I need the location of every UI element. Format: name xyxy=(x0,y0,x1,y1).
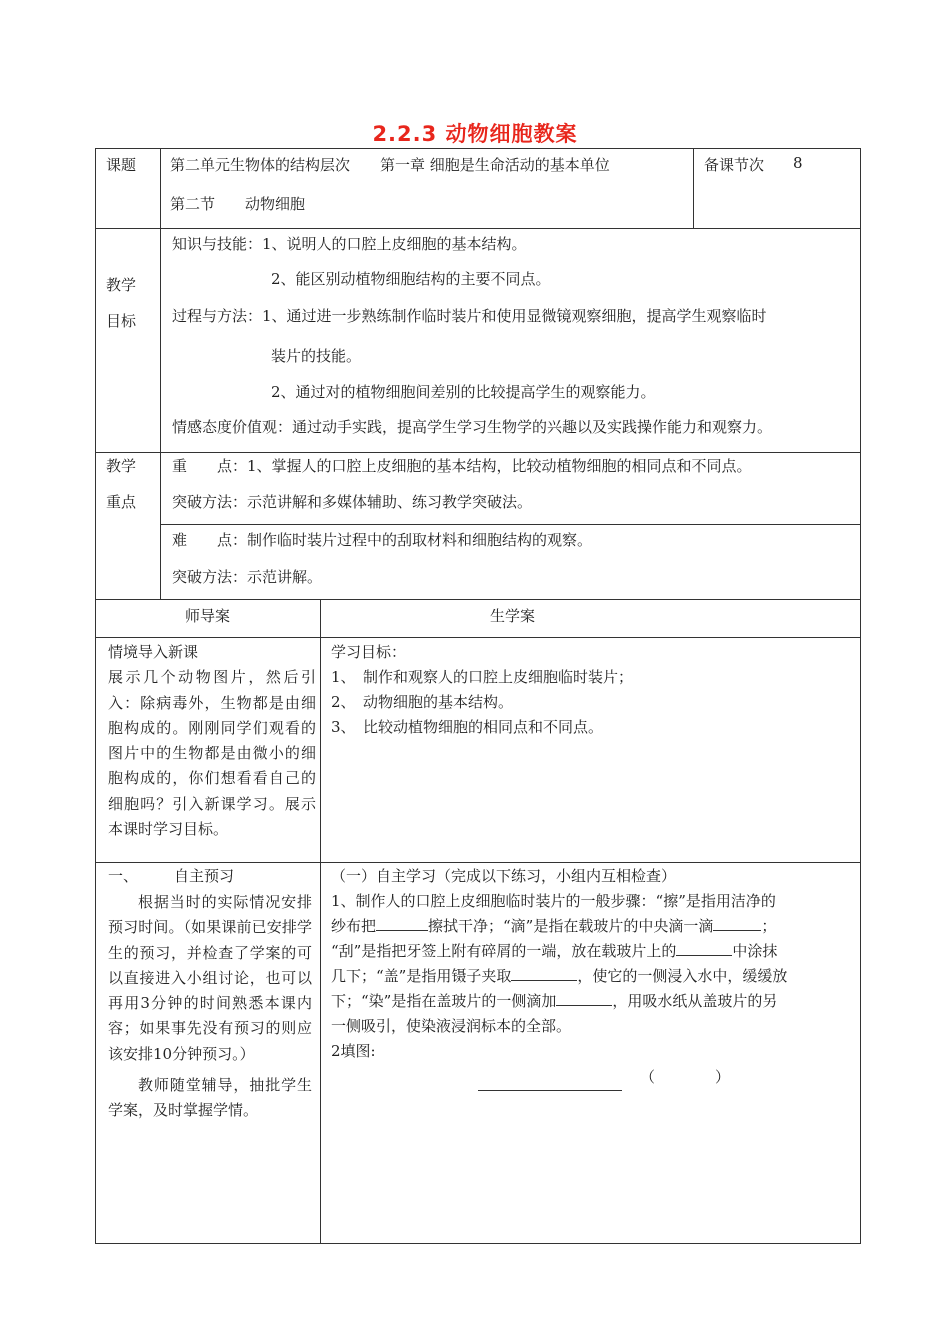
preview-left-column xyxy=(108,890,312,1124)
question-1-line: “刮”是指把牙签上附有碎屑的一端，放在载玻片上的 中涂抹 xyxy=(331,942,778,960)
keti-label: 课题 xyxy=(106,156,137,174)
keti-line-1: 第二单元生物体的结构层次 第一章 细胞是生命活动的基本单位 xyxy=(170,156,610,174)
teacher-guide-header: 师导案 xyxy=(184,607,230,625)
mubiao-line: 知识与技能：1、说明人的口腔上皮细胞的基本结构。 xyxy=(172,235,527,253)
diagram-paren: （ ） xyxy=(640,1068,731,1086)
mubiao-label-1: 教学 xyxy=(106,276,137,294)
intro-body: 展示几个动物图片，然后引入：除病毒外，生物都是由细胞构成的。刚刚同学们观看的图片中的生物都是由微小的细胞构成的，你们想看看自己的细胞吗？引入新课学习。展示本课时学习目标。 xyxy=(108,668,316,839)
mubiao-line: 2、通过对的植物细胞间差别的比较提高学生的观察能力。 xyxy=(271,383,656,401)
question-1-line: 下；“染”是指在盖玻片的一侧滴加 ，用吸水纸从盖玻片的另 xyxy=(331,992,778,1010)
zhongdian-label-2: 重点 xyxy=(106,493,137,511)
question-1-line: 一侧吸引，使染液浸润标本的全部。 xyxy=(331,1017,572,1035)
keti-line-2: 第二节 动物细胞 xyxy=(170,195,306,213)
zhongdian-line: 重 点：1、掌握人的口腔上皮细胞的基本结构，比较动植物细胞的相同点和不同点。 xyxy=(172,457,752,475)
mubiao-label-2: 目标 xyxy=(106,312,137,330)
mubiao-line: 情感态度价值观：通过动手实践，提高学生学习生物学的兴趣以及实践操作能力和观察力。 xyxy=(172,418,773,436)
answer-blank[interactable] xyxy=(676,955,732,956)
objective-item: 2、 动物细胞的基本结构。 xyxy=(331,693,514,711)
diagram-label-blank[interactable] xyxy=(478,1074,622,1091)
page-title: 2.2.3 动物细胞教案 xyxy=(372,122,578,146)
beike-value: 8 xyxy=(793,154,803,172)
answer-blank[interactable] xyxy=(556,1005,612,1006)
intro-heading: 情境导入新课 xyxy=(108,643,199,661)
zhongdian-line: 突破方法：示范讲解和多媒体辅助、练习教学突破法。 xyxy=(172,493,533,511)
zhongdian-label-1: 教学 xyxy=(106,457,137,475)
mubiao-line: 装片的技能。 xyxy=(271,347,362,365)
preview-para-1: 根据当时的实际情况安排预习时间。（如果课前已安排学生的预习，并检查了学案的可以直接进入小组讨论，也可以再用3分钟的时间熟悉本课内容；如果事先没有预习的则应该安排10分钟预习。） xyxy=(108,893,312,1063)
nandian-line: 难 点：制作临时装片过程中的刮取材料和细胞结构的观察。 xyxy=(172,531,593,549)
question-1-line: 纱布把 擦拭干净；“滴”是指在载玻片的中央滴一滴 ； xyxy=(331,917,777,935)
mubiao-line: 2、能区别动植物细胞结构的主要不同点。 xyxy=(271,270,551,288)
answer-blank[interactable] xyxy=(713,930,761,931)
nandian-line: 突破方法：示范讲解。 xyxy=(172,568,323,586)
answer-blank[interactable] xyxy=(376,930,428,931)
preview-heading-num: 一、 xyxy=(108,867,139,885)
beike-label: 备课节次 xyxy=(704,156,765,174)
preview-heading: 自主预习 xyxy=(174,867,235,885)
objectives-heading: 学习目标： xyxy=(331,643,407,661)
student-guide-header: 生学案 xyxy=(489,607,535,625)
answer-blank[interactable] xyxy=(511,980,577,981)
intro-left-column xyxy=(108,640,316,842)
question-1-line: 1、制作人的口腔上皮细胞临时装片的一般步骤：“擦”是指用洁净的 xyxy=(331,892,776,910)
mubiao-line: 过程与方法：1、通过进一步熟练制作临时装片和使用显微镜观察细胞，提高学生观察临时 xyxy=(172,307,767,325)
objective-item: 1、 制作和观察人的口腔上皮细胞临时装片； xyxy=(331,668,634,686)
question-2-label: 2填图: xyxy=(331,1042,376,1060)
question-1-line: 几下；“盖”是指用镊子夹取 ，使它的一侧浸入水中，缓缓放 xyxy=(331,967,788,985)
self-study-heading: （一）自主学习（完成以下练习，小组内互相检查） xyxy=(331,867,677,885)
objective-item: 3、 比较动植物细胞的相同点和不同点。 xyxy=(331,718,604,736)
preview-para-2: 教师随堂辅导，抽批学生学案，及时掌握学情。 xyxy=(108,1076,312,1120)
